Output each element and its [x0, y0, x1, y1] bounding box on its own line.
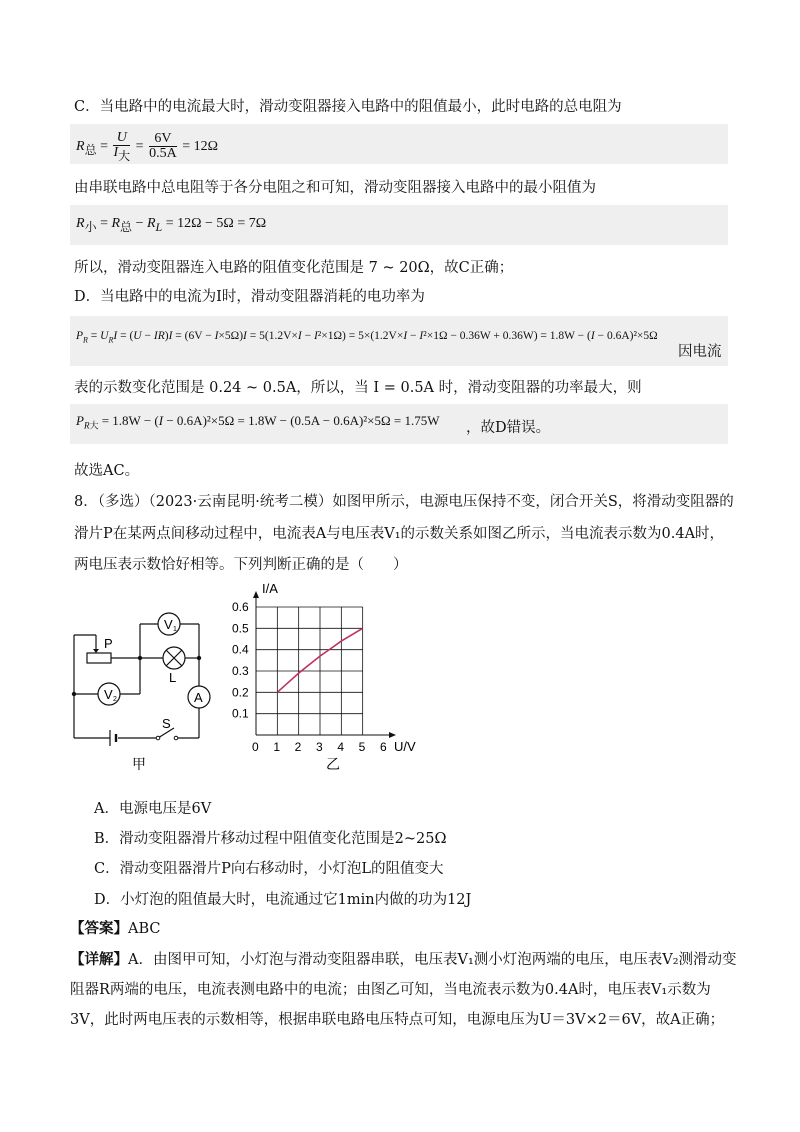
section-d-formula2-tail: ，故D错误。 [466, 420, 551, 436]
option-a: A．电源电压是6V [94, 801, 212, 817]
chart-x-tick-label: 6 [380, 740, 387, 754]
slider-label: P [104, 636, 113, 651]
svg-text:V: V [164, 617, 173, 632]
chart-y-tick-label: 0.1 [232, 706, 249, 721]
chart-x-tick-label: 4 [337, 740, 345, 754]
formula-min-resistance: $R_小 = R_总 - R_L = 12\Omega - 5\Omega = 7\Omega$ [76, 216, 267, 234]
formula-total-resistance: $R_总$ = $\frac{U}{I_大}$ = $\frac{6V}{0.5A}$ = 12Ω [76, 130, 219, 163]
answer-line [70, 919, 161, 939]
svg-text:1: 1 [173, 626, 177, 633]
chart-ylabel: I/A [262, 581, 278, 596]
section-d-text2: 表的示数变化范围是 0.24 ~ 0.5A，所以，当 I = 0.5A 时，滑动变阻器的功率最大，则 [74, 380, 642, 396]
chart-x-axis-arrow [389, 732, 396, 738]
answer-tag: 【答案】 [70, 920, 128, 937]
option-d: D．小灯泡的阻值最大时，电流通过它1min内做的功为12J [94, 892, 472, 908]
chart-xlabel: U/V [394, 739, 416, 754]
detail-line-2: 阻器R两端的电压，电流表测电路中的电流；由图乙可知，当电流表示数为0.4A时，电压表V₁示数为 [70, 982, 711, 998]
circuit-caption: 甲 [132, 756, 146, 772]
question-line-2: 滑片P在某两点间移动过程中，电流表A与电压表V₁的示数关系如图乙所示，当电流表示数为0.4A时， [74, 526, 725, 542]
voltmeter-v2-icon [98, 683, 120, 705]
section-c-intro: C．当电路中的电流最大时，滑动变阻器接入电路中的阻值最小，此时电路的总电阻为 [74, 99, 622, 115]
answer-value: ABC [128, 921, 161, 937]
lamp-icon [163, 647, 185, 669]
lamp-label: L [169, 670, 177, 685]
question-line-3: 两电压表示数恰好相等。下列判断正确的是（ ） [74, 557, 408, 573]
switch-contact [156, 736, 160, 740]
svg-text:A: A [194, 690, 203, 705]
formula-max-power: $P_{R大} = 1.8W - (I - 0.6A)^2\times 5\Omega = 1.8W - (0.5A - 0.6A)^2\times 5\Omega = 1.75W$ [76, 413, 440, 431]
detail-line-3: 3V，此时两电压表的示数相等，根据串联电路电压特点可知，电源电压为U＝3V×2＝6V，故A正确； [70, 1012, 725, 1028]
detail-line-1 [70, 950, 737, 970]
chart-y-tick-label: 0.3 [232, 664, 249, 678]
chart-x-tick-label: 3 [316, 740, 323, 754]
section-d-intro: D．当电路中的电流为I时，滑动变阻器消耗的电功率为 [74, 289, 425, 305]
chart-x-tick-label: 5 [358, 740, 366, 754]
chart-caption: 乙 [326, 756, 340, 772]
formula-power: $P_R = U_RI = (U - IR)I = (6V - I\times 5\Omega)I = 5(1.2V\times I - I^2\times 1\Omega) = 5\times(1.2V\times I - I^2\times 1\Omega - 0.36W + 0.36W) = 1.8W - (I - 0.6A)^2\times 5\Omega$ [76, 330, 658, 345]
svg-text:2: 2 [113, 696, 117, 703]
chart-y-tick-label: 0.6 [232, 600, 249, 614]
chart-x-tick-label: 2 [294, 740, 302, 754]
detail-tag: 【详解】 [70, 951, 128, 968]
chart-y-axis-arrow [253, 591, 259, 598]
ammeter-icon [188, 686, 210, 708]
chart-y-tick-label: 0.2 [232, 685, 249, 700]
circuit-diagram [66, 600, 226, 778]
chart-y-tick-label: 0.4 [232, 642, 249, 657]
switch-contact [174, 736, 178, 740]
voltmeter-v1-icon [158, 613, 180, 635]
section-d-formula-tail: 因电流 [678, 344, 722, 360]
section-c-conclusion: 所以，滑动变阻器连入电路的阻值变化范围是 7 ~ 20Ω，故C正确； [74, 260, 514, 276]
svg-text:V: V [104, 687, 113, 702]
chart-x-tick-label: 1 [273, 740, 281, 754]
section-c-text2: 由串联电路中总电阻等于各分电阻之和可知，滑动变阻器接入电路中的最小阻值为 [74, 180, 596, 196]
option-c: C．滑动变阻器滑片P向右移动时，小灯泡L的阻值变大 [94, 861, 444, 877]
detail-line-1-text: A．由图甲可知，小灯泡与滑动变阻器串联，电压表V₁测小灯泡两端的电压，电压表V₂测滑动变 [128, 952, 737, 968]
chart-x-tick-label: 0 [252, 740, 259, 754]
switch-label: S [162, 716, 171, 731]
previous-answer: 故选AC。 [74, 463, 140, 479]
question-line-1: 8．（多选）（2023·云南昆明·统考二模）如图甲所示，电源电压保持不变，闭合开关S，将滑动变阻器的 [74, 494, 734, 510]
chart-y-tick-label: 0.5 [232, 621, 249, 636]
current-voltage-chart [228, 578, 428, 778]
option-b: B．滑动变阻器滑片移动过程中阻值变化范围是2~25Ω [94, 831, 447, 847]
